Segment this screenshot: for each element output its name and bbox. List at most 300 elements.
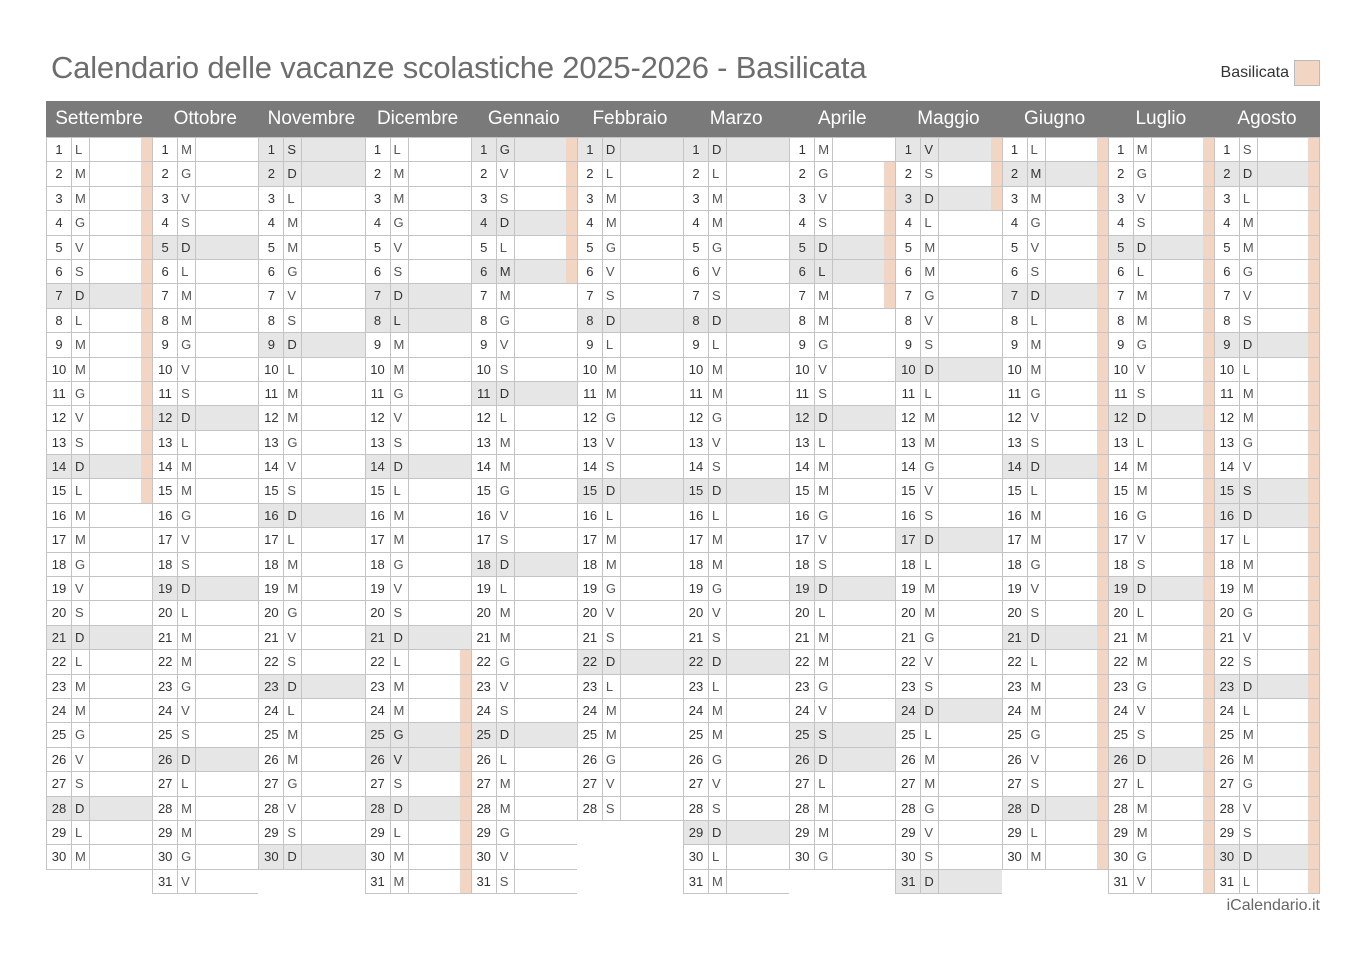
- day-space: [727, 870, 778, 893]
- weekday-letter: S: [921, 162, 939, 185]
- day-number: 23: [684, 675, 709, 698]
- day-space: [939, 821, 990, 844]
- day-number: 1: [472, 138, 497, 161]
- weekday-letter: D: [391, 626, 409, 649]
- day-number: 27: [259, 772, 284, 795]
- day-number: 15: [153, 479, 178, 502]
- weekday-letter: L: [815, 260, 833, 283]
- weekday-letter: V: [284, 797, 302, 820]
- day-row: [258, 821, 364, 845]
- day-space: [515, 406, 566, 429]
- day-number: 15: [896, 479, 921, 502]
- day-number: 7: [153, 284, 178, 307]
- weekday-letter: M: [497, 772, 515, 795]
- day-number: 2: [366, 162, 391, 185]
- day-row: [152, 699, 258, 723]
- vacation-marker: [354, 504, 365, 527]
- day-row: [789, 455, 895, 479]
- day-number: 30: [684, 845, 709, 868]
- day-number: 17: [578, 528, 603, 551]
- weekday-letter: M: [1028, 675, 1046, 698]
- vacation-marker: [1308, 162, 1319, 185]
- day-number: 14: [578, 455, 603, 478]
- vacation-marker: [884, 309, 895, 332]
- weekday-letter: L: [284, 358, 302, 381]
- day-row: [789, 699, 895, 723]
- weekday-letter: M: [709, 382, 727, 405]
- weekday-letter: M: [1240, 577, 1258, 600]
- day-number: 28: [790, 797, 815, 820]
- day-row: [365, 260, 471, 284]
- weekday-letter: L: [497, 406, 515, 429]
- day-row: [683, 528, 789, 552]
- weekday-letter: G: [72, 553, 90, 576]
- day-row: [1214, 406, 1320, 430]
- month-columns: [46, 137, 1320, 894]
- day-number: 8: [578, 309, 603, 332]
- day-row: [683, 675, 789, 699]
- weekday-letter: L: [709, 845, 727, 868]
- day-space: [196, 333, 247, 356]
- weekday-letter: L: [391, 138, 409, 161]
- day-row: [1214, 577, 1320, 601]
- day-space: [1046, 138, 1097, 161]
- weekday-letter: G: [603, 236, 621, 259]
- day-number: 24: [472, 699, 497, 722]
- day-space: [621, 382, 672, 405]
- day-row: [46, 553, 152, 577]
- weekday-letter: D: [1028, 284, 1046, 307]
- day-row: [471, 309, 577, 333]
- day-row: [152, 162, 258, 186]
- day-number: 3: [366, 187, 391, 210]
- day-space: [833, 797, 884, 820]
- day-space: [621, 479, 672, 502]
- day-space: [1046, 675, 1097, 698]
- weekday-letter: M: [1134, 284, 1152, 307]
- vacation-marker: [1203, 870, 1214, 893]
- weekday-letter: G: [1028, 211, 1046, 234]
- weekday-letter: L: [709, 162, 727, 185]
- weekday-letter: M: [497, 626, 515, 649]
- weekday-letter: M: [709, 187, 727, 210]
- vacation-marker: [884, 577, 895, 600]
- weekday-letter: G: [603, 577, 621, 600]
- weekday-letter: S: [1240, 479, 1258, 502]
- day-row: [1214, 870, 1320, 894]
- day-space: [833, 748, 884, 771]
- day-space: [621, 772, 672, 795]
- day-row: [152, 845, 258, 869]
- vacation-marker: [460, 723, 471, 746]
- day-row: [895, 382, 1001, 406]
- month-header-agosto: Agosto: [1237, 108, 1297, 129]
- day-row: [789, 748, 895, 772]
- day-row: [895, 675, 1001, 699]
- day-space: [409, 553, 460, 576]
- vacation-marker: [991, 675, 1002, 698]
- day-space: [90, 333, 141, 356]
- weekday-letter: G: [391, 723, 409, 746]
- day-space: [515, 236, 566, 259]
- day-row: [46, 845, 152, 869]
- vacation-marker: [884, 187, 895, 210]
- weekday-letter: S: [1134, 382, 1152, 405]
- day-number: 30: [472, 845, 497, 868]
- day-number: 7: [259, 284, 284, 307]
- month-column-maggio: [895, 137, 1001, 894]
- weekday-letter: S: [284, 138, 302, 161]
- vacation-marker: [672, 358, 683, 381]
- day-row: [1108, 260, 1214, 284]
- day-space: [515, 260, 566, 283]
- day-number: 10: [153, 358, 178, 381]
- day-row: [577, 479, 683, 503]
- day-row: [1108, 723, 1214, 747]
- vacation-marker: [460, 479, 471, 502]
- vacation-marker: [778, 187, 789, 210]
- day-number: 12: [1215, 406, 1240, 429]
- weekday-letter: M: [921, 577, 939, 600]
- day-row: [1108, 479, 1214, 503]
- day-number: 3: [259, 187, 284, 210]
- vacation-marker: [1203, 455, 1214, 478]
- weekday-letter: M: [391, 675, 409, 698]
- vacation-marker: [141, 187, 152, 210]
- day-number: 11: [153, 382, 178, 405]
- weekday-letter: D: [603, 138, 621, 161]
- vacation-marker: [1308, 626, 1319, 649]
- day-number: 28: [1109, 797, 1134, 820]
- day-space: [302, 455, 353, 478]
- day-number: 21: [1109, 626, 1134, 649]
- day-number: 6: [259, 260, 284, 283]
- vacation-marker: [991, 601, 1002, 624]
- day-row: [789, 821, 895, 845]
- month-column-gennaio: [471, 137, 577, 894]
- day-number: 15: [790, 479, 815, 502]
- weekday-letter: S: [497, 187, 515, 210]
- day-number: 10: [1109, 358, 1134, 381]
- day-space: [621, 358, 672, 381]
- day-space: [939, 626, 990, 649]
- day-space: [409, 504, 460, 527]
- day-space: [833, 455, 884, 478]
- vacation-marker: [991, 577, 1002, 600]
- vacation-marker: [884, 431, 895, 454]
- day-number: 20: [1215, 601, 1240, 624]
- day-row: [577, 382, 683, 406]
- weekday-letter: D: [1240, 504, 1258, 527]
- weekday-letter: L: [1134, 431, 1152, 454]
- day-space: [515, 358, 566, 381]
- day-number: 13: [1109, 431, 1134, 454]
- weekday-letter: D: [1028, 797, 1046, 820]
- day-row: [1108, 870, 1214, 894]
- weekday-letter: M: [709, 358, 727, 381]
- vacation-marker: [884, 455, 895, 478]
- vacation-marker: [884, 528, 895, 551]
- day-number: 1: [790, 138, 815, 161]
- day-number: 3: [1109, 187, 1134, 210]
- day-row: [471, 650, 577, 674]
- weekday-letter: M: [921, 748, 939, 771]
- weekday-letter: G: [921, 455, 939, 478]
- vacation-marker: [672, 601, 683, 624]
- day-row: [471, 528, 577, 552]
- vacation-marker: [884, 821, 895, 844]
- day-row: [258, 797, 364, 821]
- month-column-novembre: [258, 137, 364, 894]
- weekday-letter: S: [391, 431, 409, 454]
- day-space: [196, 870, 247, 893]
- day-space: [196, 845, 247, 868]
- day-row: [365, 845, 471, 869]
- day-space: [90, 162, 141, 185]
- day-row: [152, 601, 258, 625]
- day-number: 23: [259, 675, 284, 698]
- weekday-letter: S: [815, 382, 833, 405]
- vacation-marker: [991, 406, 1002, 429]
- day-row: [1214, 528, 1320, 552]
- day-space: [621, 406, 672, 429]
- day-number: 10: [684, 358, 709, 381]
- weekday-letter: M: [1134, 650, 1152, 673]
- vacation-marker: [1203, 821, 1214, 844]
- weekday-letter: S: [178, 723, 196, 746]
- day-number: 26: [1215, 748, 1240, 771]
- day-row: [258, 650, 364, 674]
- day-row: [1002, 748, 1108, 772]
- day-number: 24: [259, 699, 284, 722]
- day-number: 10: [259, 358, 284, 381]
- weekday-letter: L: [1134, 772, 1152, 795]
- day-row: [1002, 479, 1108, 503]
- day-row: [471, 358, 577, 382]
- vacation-marker: [141, 772, 152, 795]
- day-number: 31: [1109, 870, 1134, 893]
- day-row: [46, 577, 152, 601]
- weekday-letter: S: [497, 699, 515, 722]
- day-space: [939, 431, 990, 454]
- month-column-febbraio: [577, 137, 683, 894]
- day-number: 21: [684, 626, 709, 649]
- weekday-letter: D: [391, 455, 409, 478]
- day-row: [1214, 504, 1320, 528]
- day-row: [1002, 675, 1108, 699]
- day-row: [577, 309, 683, 333]
- day-number: 27: [1109, 772, 1134, 795]
- day-row: [1108, 650, 1214, 674]
- vacation-marker: [884, 138, 895, 161]
- weekday-letter: L: [709, 504, 727, 527]
- day-space: [1152, 260, 1203, 283]
- vacation-marker: [460, 382, 471, 405]
- day-number: 9: [578, 333, 603, 356]
- day-number: 29: [259, 821, 284, 844]
- day-number: 24: [47, 699, 72, 722]
- weekday-letter: D: [921, 528, 939, 551]
- weekday-letter: D: [72, 455, 90, 478]
- day-row: [152, 504, 258, 528]
- day-space: [409, 772, 460, 795]
- day-number: 28: [1215, 797, 1240, 820]
- weekday-letter: M: [284, 236, 302, 259]
- day-space: [621, 601, 672, 624]
- day-number: 7: [366, 284, 391, 307]
- day-number: 5: [1003, 236, 1028, 259]
- day-row: [1108, 333, 1214, 357]
- vacation-marker: [460, 797, 471, 820]
- vacation-marker: [672, 187, 683, 210]
- weekday-letter: S: [284, 309, 302, 332]
- weekday-letter: G: [921, 797, 939, 820]
- day-space: [515, 162, 566, 185]
- vacation-marker: [672, 382, 683, 405]
- weekday-letter: G: [497, 821, 515, 844]
- day-number: 14: [153, 455, 178, 478]
- vacation-marker: [991, 431, 1002, 454]
- day-number: 11: [578, 382, 603, 405]
- weekday-letter: G: [178, 504, 196, 527]
- day-space: [302, 211, 353, 234]
- vacation-marker: [1097, 211, 1108, 234]
- day-row: [1108, 211, 1214, 235]
- day-space: [302, 601, 353, 624]
- day-number: 15: [684, 479, 709, 502]
- day-row: [789, 601, 895, 625]
- day-row: [471, 748, 577, 772]
- day-row: [471, 479, 577, 503]
- day-number: 29: [790, 821, 815, 844]
- day-row: [471, 137, 577, 162]
- weekday-letter: L: [497, 236, 515, 259]
- day-row: [577, 455, 683, 479]
- day-number: 8: [472, 309, 497, 332]
- vacation-marker: [991, 772, 1002, 795]
- day-row: [258, 699, 364, 723]
- day-row: [683, 845, 789, 869]
- day-space: [727, 797, 778, 820]
- vacation-marker: [247, 821, 258, 844]
- day-number: 16: [153, 504, 178, 527]
- vacation-marker: [778, 723, 789, 746]
- day-row: [152, 479, 258, 503]
- day-number: 13: [578, 431, 603, 454]
- day-number: 1: [1109, 138, 1134, 161]
- weekday-letter: D: [178, 577, 196, 600]
- vacation-marker: [566, 479, 577, 502]
- vacation-marker: [991, 358, 1002, 381]
- day-row: [258, 601, 364, 625]
- day-space: [90, 358, 141, 381]
- vacation-marker: [778, 870, 789, 893]
- day-space: [621, 309, 672, 332]
- day-space: [515, 821, 566, 844]
- vacation-marker: [1203, 236, 1214, 259]
- day-row: [152, 553, 258, 577]
- day-space: [302, 650, 353, 673]
- vacation-marker: [354, 236, 365, 259]
- vacation-marker: [991, 187, 1002, 210]
- day-space: [621, 138, 672, 161]
- day-space: [302, 577, 353, 600]
- vacation-marker: [991, 845, 1002, 868]
- day-number: 19: [1109, 577, 1134, 600]
- weekday-letter: L: [709, 675, 727, 698]
- day-row: [1002, 601, 1108, 625]
- day-number: 5: [47, 236, 72, 259]
- day-space: [409, 601, 460, 624]
- day-row: [1214, 137, 1320, 162]
- vacation-marker: [778, 553, 789, 576]
- vacation-marker: [778, 358, 789, 381]
- vacation-marker: [354, 723, 365, 746]
- day-number: 25: [896, 723, 921, 746]
- vacation-marker: [460, 138, 471, 161]
- day-space: [302, 187, 353, 210]
- weekday-letter: V: [1240, 455, 1258, 478]
- day-number: 21: [578, 626, 603, 649]
- day-row: [152, 137, 258, 162]
- day-number: 18: [472, 553, 497, 576]
- day-row: [1108, 821, 1214, 845]
- day-number: 6: [1003, 260, 1028, 283]
- day-row: [1002, 431, 1108, 455]
- day-space: [302, 309, 353, 332]
- weekday-letter: V: [1240, 284, 1258, 307]
- day-number: 2: [259, 162, 284, 185]
- weekday-letter: G: [1240, 772, 1258, 795]
- day-space: [1152, 358, 1203, 381]
- vacation-marker: [460, 675, 471, 698]
- day-space: [1258, 504, 1308, 527]
- month-header-luglio: Luglio: [1135, 108, 1187, 129]
- weekday-letter: L: [1028, 138, 1046, 161]
- day-space: [727, 772, 778, 795]
- vacation-marker: [566, 528, 577, 551]
- vacation-marker: [778, 504, 789, 527]
- vacation-marker: [460, 162, 471, 185]
- day-row: [1108, 797, 1214, 821]
- vacation-marker: [1308, 138, 1319, 161]
- weekday-letter: D: [603, 309, 621, 332]
- vacation-marker: [141, 797, 152, 820]
- day-space: [1046, 162, 1097, 185]
- day-row: [152, 650, 258, 674]
- weekday-letter: G: [72, 382, 90, 405]
- vacation-marker: [1203, 358, 1214, 381]
- day-space: [833, 553, 884, 576]
- weekday-letter: L: [921, 553, 939, 576]
- vacation-marker: [778, 309, 789, 332]
- weekday-letter: S: [1240, 138, 1258, 161]
- day-number: 21: [366, 626, 391, 649]
- day-space: [515, 455, 566, 478]
- vacation-marker: [1203, 601, 1214, 624]
- weekday-letter: M: [709, 211, 727, 234]
- day-row: [1214, 382, 1320, 406]
- day-space: [90, 284, 141, 307]
- weekday-letter: M: [1240, 553, 1258, 576]
- day-number: 22: [1109, 650, 1134, 673]
- day-space: [302, 284, 353, 307]
- day-space: [939, 236, 990, 259]
- weekday-letter: S: [815, 553, 833, 576]
- day-row: [471, 553, 577, 577]
- weekday-letter: D: [178, 748, 196, 771]
- day-number: 13: [153, 431, 178, 454]
